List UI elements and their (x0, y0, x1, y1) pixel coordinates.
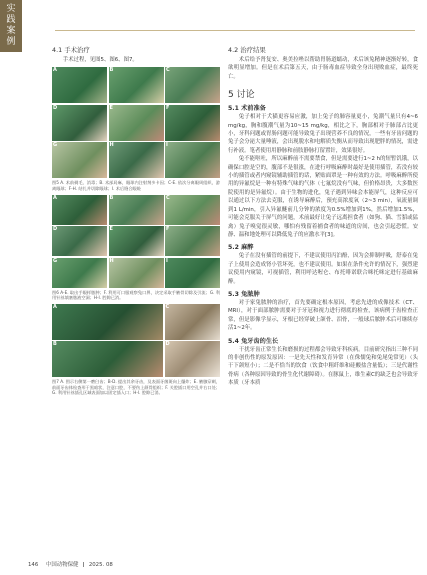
figure-5-panel (109, 67, 164, 103)
panel-label: E (109, 226, 113, 233)
figure-7-caption: 图7 A. 图示右侧第一磨臼齿；B-D. 提出其余牙齿，及表面牙菌斑向上爆炸；E. 腋腺穿刺，前面牙齿体检查形于黑暗状，注意口腔，不要伤上颌骨组织；F. 关腔插口用空孔并右口处；G. 利用针丝插孔区域表面加以固定插入口；H-I. 腔隙已消。 (52, 379, 220, 396)
page-footer (28, 560, 113, 568)
section-tab (0, 0, 22, 52)
figure-6-panel (109, 226, 164, 256)
figure-6-panel (52, 226, 107, 256)
section-tab-char: 践 (6, 15, 16, 25)
footer-divider (83, 562, 84, 567)
section-tab-char: 例 (6, 37, 16, 47)
figure-7-panel (52, 341, 163, 377)
heading-4-1: 4.1 手术治疗 (52, 46, 90, 54)
heading-5-4: 5.4 兔牙齿的生长 (228, 337, 279, 345)
figure-6-panel (165, 258, 220, 288)
figure-6-panel (165, 195, 220, 225)
intro-text: 手术过程，见图5、图6、图7。 (62, 57, 138, 63)
heading-5: 5 讨论 (228, 90, 255, 101)
panel-label: D (165, 341, 170, 348)
figure-6-panel (165, 226, 220, 256)
figure-7-panel (52, 304, 163, 340)
figure-5-panel (109, 105, 164, 141)
panel-label: D (53, 104, 58, 111)
figure-5-caption: 图5 A. 术前剃毛、消毒；B. 术部局麻，眼球内注射剂多卡因；C-E. 依次分离眼周组织，游离眼球；F-H. 结扎并切除眼球；I. 术后缝合眼睑 (52, 180, 220, 191)
paragraph-5-2: 兔子在没有插管的前提下，不建议使用丙泊酚，因为会抑制呼吸，舒泰在兔子上使用会造成肾小管坏死，也不建议使用。如果在条件允许的情况下，强烈建议使用内窥镜，可视插管，利用呼达喔仑、布托啡诺联合咪托咪定进行基础麻醉。 (228, 253, 418, 285)
figure-6-panel (109, 258, 164, 288)
paragraph-5-4: 干扰牙齿正常生长和磨损的过程都会导致牙科疾病。目前研究指出三种不同的非创伤性的原发原因：一是先天性和发育异常（在侏儒兔和兔尾兔常见）（头干下颌短小）；二是不恰当的饮食（饮食中粗纤维和硅酸盐含量低）；三是代谢性骨病（各种原因导致的骨生化代谢障碍）。在豚鼠上，维生素C的缺乏也会导致牙本质（牙本质 (228, 346, 418, 387)
paragraph-5-1-a: 兔子相对于犬猫更容易应激，加上兔子的肺容量更小，兔潮气量只有4~6 mg/kg，胸和腹潮气量为10~15 mg/kg，相比之下，胸部相对于肺部占比更小，牙科问题或胃肠问题可能导致兔子出现营养不良的情况，一些有牙齿问题的兔子会分泌大量唾液，会出现脱水和电解质失衡从而导致出现肥胖的情况，需进行补液。笔者使用用静脉和前肢静脉打留置针，效果很好。 (228, 114, 418, 154)
panel-label: B (109, 67, 114, 74)
panel-label: I (166, 142, 168, 149)
figure-6-panel (109, 195, 164, 225)
panel-label: G (53, 257, 58, 264)
paragraph-5-1-b: 兔不能呕吐，所以麻醉前不需要禁食，但是需要进行1~2 h的短暂饥饿，以确保口腔是空的，腹部不是很涨，在进行呼吸麻醉时最好是使用插管，若没有较小的插管或者内窥镜辅助插管的话，紧贴面罩是一种有效的方法。呼吸麻醉所使用的异氟烷是一种有特殊气味的气体（七氟烷没有气味，但价格昂贵，大多数医院使用的是异氟烷）。由于生物的进化，兔子遇到异味会本能屏气，这种反应可以通过以下方法去克服，在诱导麻醉后，预充高浓度氧（2~3 min），氧流量调到1 L/min，引入异氟醚前几分钟的浓度为0.5%增加到1%，然后增加1.5%，可能会克服关于屏气的问题，术前最好让兔子远离担食者（如狗、猫、雪貂或猛禽）兔子嗅觉很灵敏，哪怕有残留着捕食者的味道的房间，也会引起恐慌。安静、温和地处理可以降低兔子的应激水平[3]。 (228, 156, 418, 238)
panel-label: H (109, 257, 114, 264)
heading-5-3: 5.3 兔脓肿 (228, 290, 260, 298)
left-column (52, 46, 220, 399)
panel-label: D (53, 226, 58, 233)
panel-label: C (165, 303, 170, 310)
issue-number: 2025. 08 (88, 562, 113, 568)
page-number: 146 (28, 562, 39, 568)
panel-label: A (53, 194, 57, 201)
header-rule (55, 30, 415, 31)
panel-label: B (109, 194, 114, 201)
paragraph-5-3: 对于家兔脓肿的治疗，首先要确定根本原因，考虑先进的成像技术（CT、MRI），对于面部脓肿需要对于牙冠和视力进行彻底的检查，该病例于齿检查正常，但是影像学显示，牙根已经穿破上颌骨、泪骨，一般球后脓肿术后可继续存活1~2年。 (228, 299, 418, 332)
panel-label: G (53, 142, 58, 149)
panel-label: C (166, 67, 170, 74)
heading-5-2: 5.2 麻醉 (228, 244, 254, 252)
figure-5-panel (52, 105, 107, 141)
figure-6-panel (52, 258, 107, 288)
panel-label: B (53, 341, 57, 348)
section-tab-char: 实 (6, 4, 16, 14)
panel-label: F (166, 226, 170, 233)
journal-name: 中国动物保健 (46, 562, 79, 568)
panel-label: A (53, 303, 57, 310)
section-tab-char: 案 (6, 26, 16, 36)
figure-6-caption: 图6 A-E. 取出手眼样脓肿；F. 利用可口服观察兔口鼻，决定采取手腋骨切除及引流；G. 利用针丝填塞脓液空洞；H-I. 腔隙已消。 (52, 289, 220, 301)
figure-6-panel (52, 195, 107, 225)
figure-7-panel (165, 304, 221, 340)
figure-5-panel (52, 67, 107, 103)
figure-7 (52, 304, 220, 396)
paragraph-4-2: 术后给予肾复安、奥美拉唑以帮助胃肠道蠕动，术后该兔精神逐渐好转，食欲明显增加。但是在术后第五天，由于肠毒血症导致全身出现败血症，最终死亡。 (228, 57, 418, 80)
figure-7-panel (165, 341, 221, 377)
figure-5-panel (165, 105, 220, 141)
figure-5 (52, 67, 220, 191)
panel-label: C (166, 194, 170, 201)
figure-5-panel (165, 142, 220, 178)
panel-label: H (109, 142, 114, 149)
heading-5-1: 5.1 术前准备 (228, 105, 266, 113)
panel-label: A (53, 67, 57, 74)
figure-5-panel (109, 142, 164, 178)
heading-4-2: 4.2 治疗结果 (228, 46, 266, 54)
panel-label: I (166, 257, 168, 264)
panel-label: E (109, 104, 113, 111)
panel-label: F (166, 104, 170, 111)
figure-6 (52, 195, 220, 301)
figure-5-panel (52, 142, 107, 178)
right-column (228, 46, 418, 388)
figure-5-panel (165, 67, 220, 103)
